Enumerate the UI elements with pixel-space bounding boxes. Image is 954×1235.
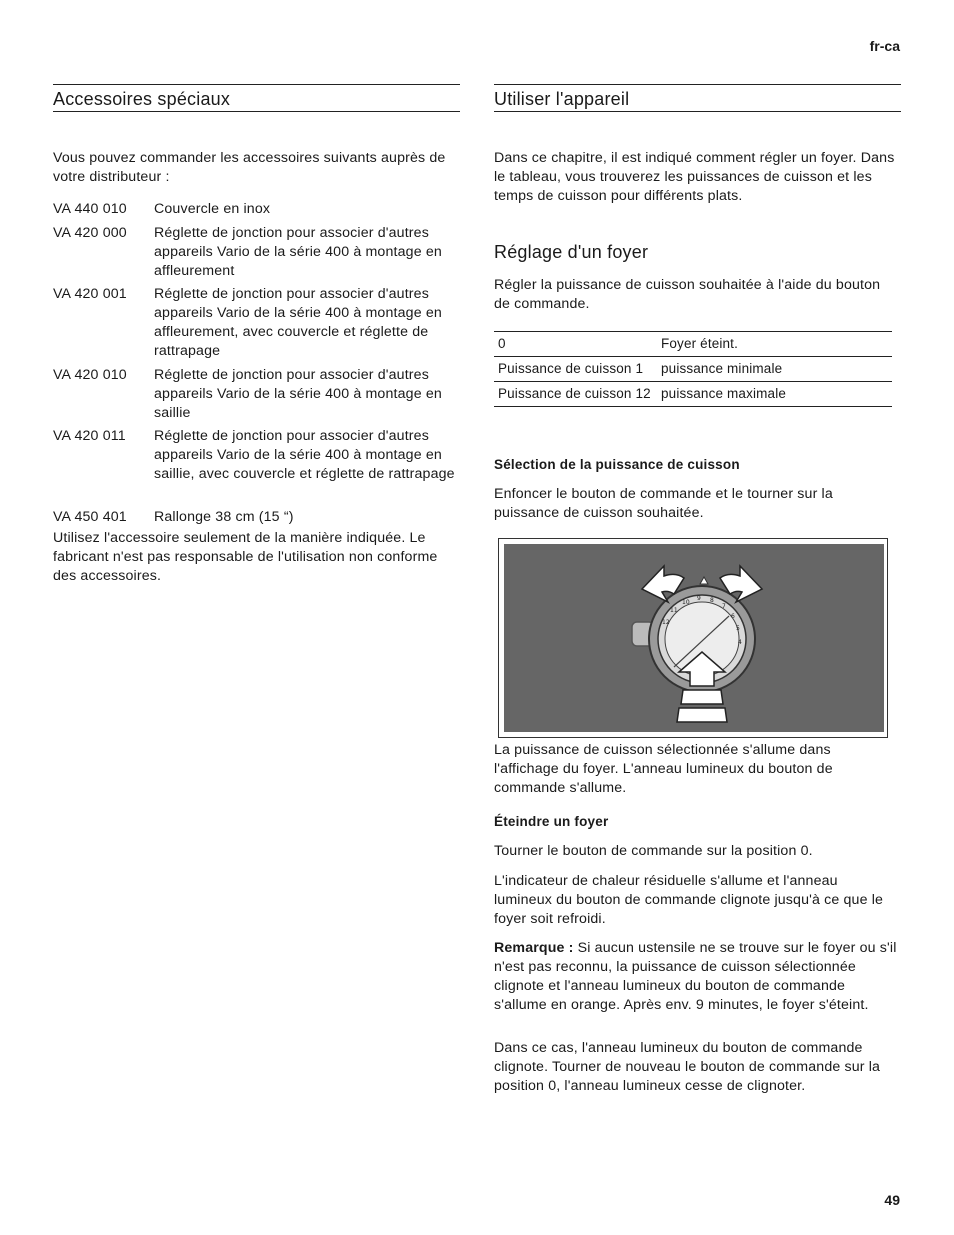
accessory-item bbox=[53, 200, 460, 219]
section-title-use: Utiliser l'appareil bbox=[494, 84, 901, 112]
knob-number: 9 bbox=[697, 595, 701, 602]
accessory-item bbox=[53, 285, 460, 361]
accessory-code: VA 420 011 bbox=[53, 428, 126, 444]
accessory-desc: Réglette de jonction pour associer d'autres appareils Vario de la série 400 à montage en saillie, avec couvercle et réglette de rattrapage bbox=[154, 428, 455, 482]
accessory-item bbox=[53, 366, 460, 423]
accessory-desc: Réglette de jonction pour associer d'autres appareils Vario de la série 400 à montage en affleurement bbox=[154, 225, 442, 279]
right-column bbox=[494, 84, 901, 1094]
section-title-accessories: Accessoires spéciaux bbox=[53, 84, 460, 112]
heading-select-power: Sélection de la puissance de cuisson bbox=[494, 457, 740, 472]
switch-off-text-1: Tourner le bouton de commande sur la position 0. bbox=[494, 843, 813, 859]
left-column bbox=[53, 84, 460, 584]
select-power-text: Enfoncer le bouton de commande et le tourner sur la puissance de cuisson souhaitée. bbox=[494, 486, 833, 521]
subtitle-setting: Réglage d'un foyer bbox=[494, 242, 649, 262]
table-cell-setting: Puissance de cuisson 12 bbox=[498, 386, 651, 401]
accessory-item bbox=[53, 508, 460, 527]
accessory-desc: Réglette de jonction pour associer d'autres appareils Vario de la série 400 à montage en saillie bbox=[154, 367, 442, 421]
accessory-code: VA 440 010 bbox=[53, 201, 127, 217]
note-text: Si aucun ustensile ne se trouve sur le foyer ou s'il n'est pas reconnu, la puissance de cuisson sélectionnée clignote et l'anneau lumineux du bouton de commande s'allume en orange. Après env. 9 minutes, le foyer s'éteint. bbox=[494, 940, 897, 1013]
table-cell-setting: 0 bbox=[498, 336, 506, 351]
accessories-intro: Vous pouvez commander les accessoires suivants auprès de votre distributeur : bbox=[53, 150, 446, 185]
accessories-outro: Utilisez l'accessoire seulement de la manière indiquée. Le fabricant n'est pas responsable de l'utilisation non conforme des accessoires. bbox=[53, 530, 438, 584]
accessory-code: VA 420 010 bbox=[53, 367, 127, 383]
use-intro: Dans ce chapitre, il est indiqué comment régler un foyer. Dans le tableau, vous trouverez les puissances de cuisson et les temps de cuisson pour différents plats. bbox=[494, 150, 895, 204]
knob-number: 4 bbox=[738, 639, 742, 646]
table-cell-setting: Puissance de cuisson 1 bbox=[498, 361, 644, 376]
accessory-item bbox=[53, 427, 460, 484]
knob-illustration bbox=[498, 538, 888, 738]
accessory-desc: Réglette de jonction pour associer d'autres appareils Vario de la série 400 à montage en affleurement, avec couvercle et réglette de rattrapage bbox=[154, 286, 442, 359]
table-row bbox=[494, 357, 892, 382]
after-figure-text: La puissance de cuisson sélectionnée s'allume dans l'affichage du foyer. L'anneau lumineux du bouton de commande s'allume. bbox=[494, 742, 833, 796]
note-label: Remarque : bbox=[494, 940, 574, 956]
knob-number: 7 bbox=[722, 603, 726, 610]
knob-number: 6 bbox=[731, 613, 735, 620]
table-cell-meaning: puissance maximale bbox=[661, 386, 787, 401]
knob-number: 12 bbox=[662, 619, 670, 626]
table-cell-meaning: Foyer éteint. bbox=[661, 336, 738, 351]
accessory-desc: Couvercle en inox bbox=[154, 201, 271, 217]
accessory-code: VA 450 401 bbox=[53, 509, 127, 525]
accessory-code: VA 420 001 bbox=[53, 286, 127, 302]
knob-number: 10 bbox=[682, 599, 690, 606]
table-row bbox=[494, 382, 892, 407]
note-paragraph bbox=[494, 939, 901, 1015]
knob-number: 8 bbox=[710, 597, 714, 604]
switch-off-text-2: L'indicateur de chaleur résiduelle s'allume et l'anneau lumineux du bouton de commande clignote jusqu'à ce que le foyer soit refroidi. bbox=[494, 873, 884, 927]
power-levels-table bbox=[494, 331, 892, 407]
knob-number: 11 bbox=[670, 607, 678, 614]
heading-switch-off: Éteindre un foyer bbox=[494, 814, 609, 829]
setting-intro: Régler la puissance de cuisson souhaitée à l'aide du bouton de commande. bbox=[494, 277, 881, 312]
accessory-desc: Rallonge 38 cm (15 “) bbox=[154, 509, 294, 525]
language-tag: fr-ca bbox=[869, 38, 900, 54]
table-row bbox=[494, 332, 892, 357]
knob-drawing bbox=[504, 544, 884, 732]
accessory-code: VA 420 000 bbox=[53, 225, 127, 241]
knob-number: 5 bbox=[736, 625, 740, 632]
last-paragraph: Dans ce cas, l'anneau lumineux du bouton de commande clignote. Tourner de nouveau le bouton de commande sur la position 0, l'anneau lumineux cesse de clignoter. bbox=[494, 1040, 881, 1094]
table-cell-meaning: puissance minimale bbox=[661, 361, 783, 376]
accessory-item bbox=[53, 224, 460, 281]
page-number: 49 bbox=[884, 1192, 900, 1208]
